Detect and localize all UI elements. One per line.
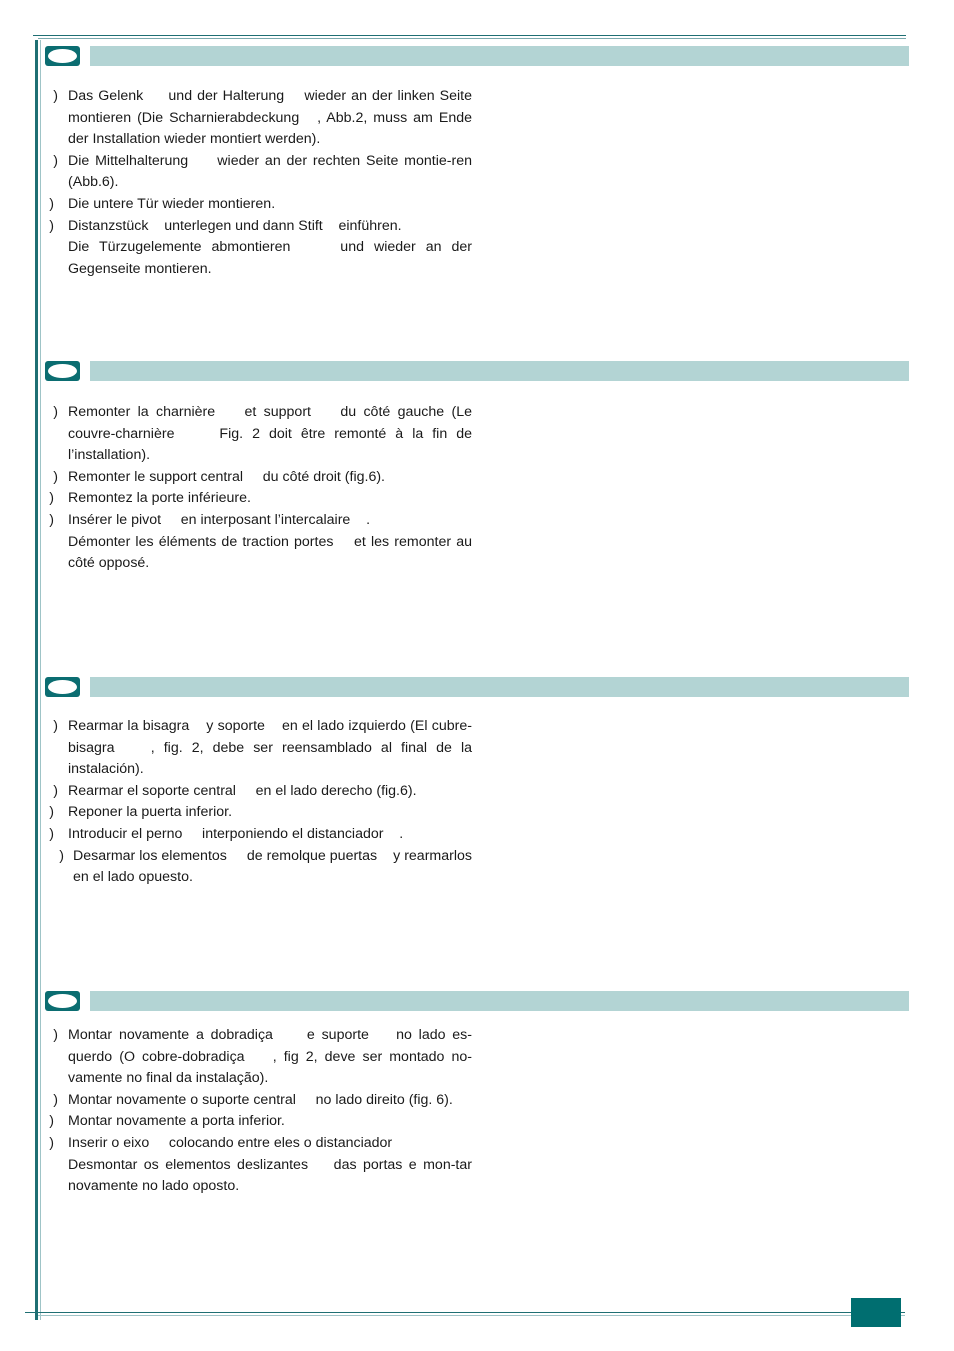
- item-text: Die untere Tür wieder montieren.: [68, 195, 276, 212]
- item-text: Montar novamente a porta inferior.: [68, 1113, 285, 1130]
- bottom-rule-secondary: [38, 1315, 905, 1316]
- list-item: [48, 1111, 472, 1133]
- item-text: Introducir el perno interponiendo el distanciador .: [68, 825, 404, 842]
- item-text: Remonter le support central du côté droit (fig.6).: [68, 468, 386, 485]
- list-item: [48, 510, 472, 532]
- item-text: Montar novamente a dobradiça e suporte no lado es-querdo (O cobre-dobradiça , fig 2, deve ser montado no-vamente no final da instalação).: [68, 1027, 472, 1087]
- list-item-continuation: Desmontar os elementos deslizantes das portas e mon-tar novamente no lado oposto.: [68, 1156, 472, 1195]
- item-text: Remontez la porte inférieure.: [68, 490, 251, 507]
- item-marker: ): [49, 804, 54, 821]
- list-item: [48, 846, 472, 889]
- instruction-list-pt: [48, 1025, 472, 1198]
- item-text: Remonter la charnière et support du côté gauche (Le couvre-charnière Fig. 2 doit être remonté à la fin de l’installation).: [68, 404, 472, 464]
- list-item: [48, 402, 472, 467]
- item-marker: ): [53, 1027, 58, 1043]
- list-item: [48, 194, 472, 216]
- list-item: [48, 1090, 472, 1112]
- left-margin-bar: [35, 40, 38, 1320]
- list-item: [48, 151, 472, 194]
- item-marker: ): [49, 511, 54, 528]
- list-item: [48, 86, 472, 151]
- item-marker: ): [53, 468, 58, 485]
- item-marker: ): [53, 1091, 58, 1108]
- list-item: [48, 781, 472, 803]
- list-item: [48, 1025, 472, 1090]
- language-badge-fr: [45, 361, 80, 381]
- item-marker: ): [49, 217, 54, 234]
- instruction-list-fr: [48, 402, 472, 575]
- item-marker: ): [53, 782, 58, 799]
- item-text: Inserir o eixo colocando entre eles o distanciador: [68, 1134, 393, 1151]
- item-text: Distanzstück unterlegen und dann Stift einführen.: [68, 217, 402, 234]
- item-marker: ): [53, 88, 58, 104]
- item-text: Insérer le pivot en interposant l’intercalaire .: [68, 511, 371, 528]
- instruction-list-de: [48, 86, 472, 280]
- bottom-rule: [25, 1312, 905, 1313]
- item-marker: ): [49, 490, 54, 507]
- item-marker: ): [53, 152, 58, 169]
- item-text: Desarmar los elementos de remolque puertas y rearmarlos en el lado opuesto.: [73, 847, 472, 886]
- list-item: [48, 1133, 472, 1155]
- list-item: [48, 802, 472, 824]
- list-item: [48, 216, 472, 238]
- item-text: Rearmar el soporte central en el lado derecho (fig.6).: [68, 782, 417, 799]
- list-item: [48, 716, 472, 781]
- section-band-fr: [90, 361, 909, 381]
- top-rule-secondary: [38, 38, 906, 39]
- item-marker: ): [59, 847, 64, 864]
- list-item-continuation: Démonter les éléments de traction portes et les remonter au côté opposé.: [68, 533, 472, 572]
- item-text: Montar novamente o suporte central no lado direito (fig. 6).: [68, 1091, 453, 1108]
- item-text: Die Mittelhalterung wieder an der rechten Seite montie-ren (Abb.6).: [68, 152, 472, 191]
- instruction-list-es: [48, 716, 472, 889]
- section-band-es: [90, 677, 909, 697]
- page-number-box: [851, 1298, 901, 1327]
- item-text: Rearmar la bisagra y soporte en el lado izquierdo (El cubre-bisagra , fig. 2, debe ser reensamblado al final de la instalación).: [68, 718, 472, 778]
- item-marker: ): [53, 404, 58, 420]
- list-item: [48, 488, 472, 510]
- language-badge-es: [45, 677, 80, 697]
- language-badge-pt: [45, 991, 80, 1011]
- item-marker: ): [49, 195, 54, 212]
- top-rule: [33, 35, 906, 36]
- section-header-es: [45, 677, 909, 699]
- section-band-pt: [90, 991, 909, 1011]
- left-margin-bar-thin: [40, 40, 41, 1320]
- list-item-continuation: Die Türzugelemente abmontieren und wieder an der Gegenseite montieren.: [68, 239, 472, 277]
- item-marker: ): [49, 825, 54, 842]
- list-item: [48, 467, 472, 489]
- section-band-de: [90, 46, 909, 66]
- list-item: [48, 824, 472, 846]
- item-marker: ): [53, 718, 58, 734]
- language-badge-de: [45, 46, 80, 66]
- item-marker: ): [49, 1134, 54, 1151]
- section-header-fr: [45, 361, 909, 383]
- item-text: Das Gelenk und der Halterung wieder an der linken Seite montieren (Die Scharnierabdeckung , Abb.2, muss am Ende der Installation wieder montiert werden).: [68, 88, 472, 148]
- item-text: Reponer la puerta inferior.: [68, 804, 233, 821]
- section-header-de: [45, 46, 909, 68]
- section-header-pt: [45, 991, 909, 1013]
- item-marker: ): [49, 1113, 54, 1130]
